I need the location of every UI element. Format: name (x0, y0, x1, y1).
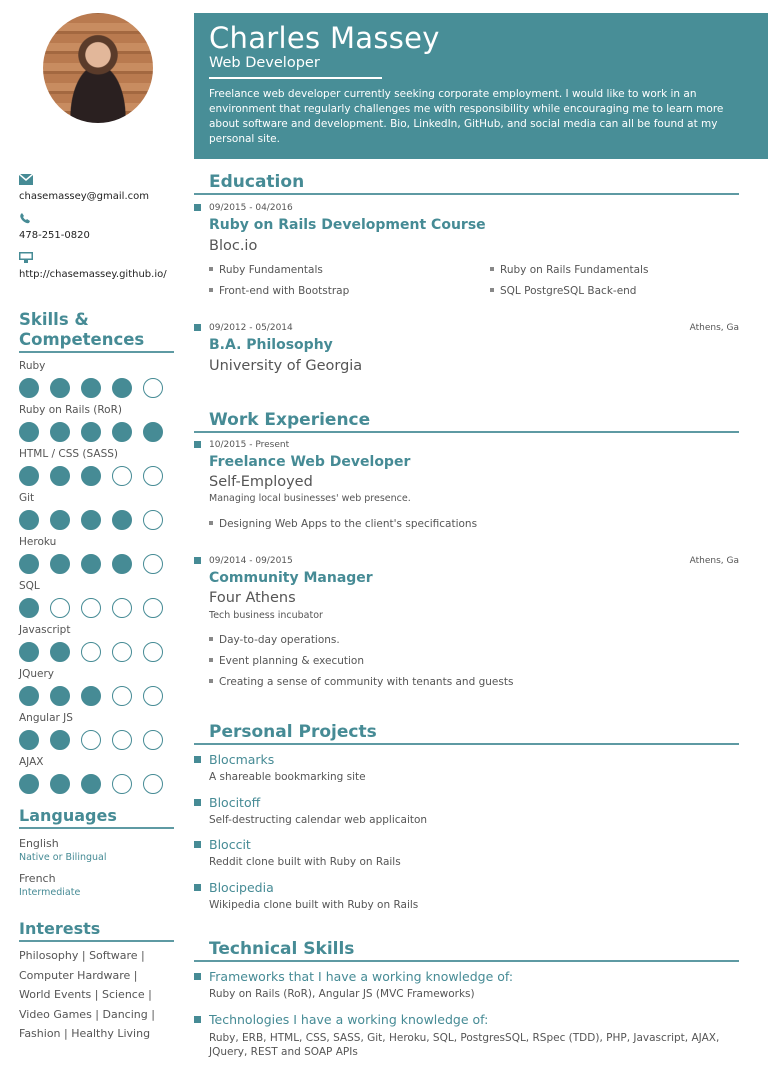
bullet-square-icon (194, 884, 201, 891)
bullet-square-icon (194, 799, 201, 806)
filled-dot-icon (50, 422, 70, 442)
entry-org: University of Georgia (209, 358, 363, 374)
entry-date: 09/2012 - 05/2014 (209, 323, 293, 333)
skills-heading: Skills & Competences (19, 310, 174, 353)
skill-rating (19, 642, 179, 662)
filled-dot-icon (81, 510, 101, 530)
filled-dot-icon (19, 466, 39, 486)
summary-text: Freelance web developer currently seeking corporate employment. I would like to work in an environment that regularly challenges me with responsibility while encouraging me to learn more about software and development. Bio, LinkedIn, GitHub, and social media can all be found at my personal site. (209, 88, 724, 145)
empty-dot-icon (81, 730, 101, 750)
skill-rating (19, 774, 179, 794)
contact-email (19, 174, 149, 202)
empty-dot-icon (81, 642, 101, 662)
skill-name: Ruby on Rails (RoR) (19, 404, 122, 416)
entry-bullet: Ruby on Rails Fundamentals (490, 264, 648, 276)
entry-bullet: SQL PostgreSQL Back-end (490, 285, 636, 297)
bullet-square-icon (194, 1016, 201, 1023)
skill-rating (19, 598, 179, 618)
contact-website (19, 252, 167, 280)
language-item: English Native or Bilingual (19, 837, 107, 863)
entry-date: 09/2015 - 04/2016 (209, 203, 293, 213)
profile-photo (43, 13, 153, 123)
header-band (194, 13, 768, 159)
skill-name: Ruby (19, 360, 46, 372)
empty-dot-icon (112, 774, 132, 794)
bullet-square-icon (194, 557, 201, 564)
filled-dot-icon (81, 422, 101, 442)
empty-dot-icon (143, 598, 163, 618)
filled-dot-icon (19, 730, 39, 750)
entry-bullet: Creating a sense of community with tenants and guests (209, 676, 513, 688)
entry-org: Four Athens (209, 590, 296, 606)
entry-desc: Managing local businesses' web presence. (209, 493, 411, 504)
skill-rating (19, 686, 179, 706)
entry-bullet: Day-to-day operations. (209, 634, 340, 646)
filled-dot-icon (81, 466, 101, 486)
filled-dot-icon (19, 510, 39, 530)
skill-name: HTML / CSS (SASS) (19, 448, 118, 460)
skill-name: Git (19, 492, 35, 504)
language-item: French Intermediate (19, 872, 81, 898)
filled-dot-icon (50, 378, 70, 398)
project-name: Blocitoff (209, 795, 261, 810)
bullet-square-icon (194, 441, 201, 448)
filled-dot-icon (50, 774, 70, 794)
skill-item (19, 667, 179, 706)
email-text[interactable]: chasemassey@gmail.com (19, 191, 149, 202)
skill-item (19, 403, 179, 442)
bullet-square-icon (194, 324, 201, 331)
filled-dot-icon (50, 642, 70, 662)
entry-org: Self-Employed (209, 474, 313, 490)
skill-rating (19, 466, 179, 486)
job-title: Web Developer (209, 55, 320, 71)
entry-bullet: Designing Web Apps to the client's specifications (209, 518, 477, 530)
project-name: Blocmarks (209, 752, 275, 767)
skill-rating (19, 554, 179, 574)
project-name: Blocipedia (209, 880, 274, 895)
filled-dot-icon (50, 554, 70, 574)
entry-date: 10/2015 - Present (209, 440, 290, 450)
filled-dot-icon (81, 554, 101, 574)
skill-item (19, 579, 179, 618)
entry-bullet: Event planning & execution (209, 655, 364, 667)
empty-dot-icon (112, 730, 132, 750)
entry-location: Athens, Ga (689, 556, 739, 566)
skill-name: AJAX (19, 756, 44, 768)
empty-dot-icon (112, 686, 132, 706)
skill-name: SQL (19, 580, 40, 592)
skill-rating (19, 422, 179, 442)
skill-rating (19, 730, 179, 750)
empty-dot-icon (50, 598, 70, 618)
skill-item (19, 711, 179, 750)
skill-item (19, 359, 179, 398)
filled-dot-icon (112, 378, 132, 398)
contact-phone (19, 213, 90, 241)
filled-dot-icon (112, 422, 132, 442)
entry-bullet: Front-end with Bootstrap (209, 285, 349, 297)
filled-dot-icon (50, 510, 70, 530)
phone-icon (19, 213, 33, 224)
entry-bullet: Ruby Fundamentals (209, 264, 323, 276)
filled-dot-icon (50, 686, 70, 706)
skill-item (19, 535, 179, 574)
filled-dot-icon (112, 510, 132, 530)
entry-org: Bloc.io (209, 238, 258, 254)
skill-name: JQuery (19, 668, 55, 680)
project-desc: Wikipedia clone built with Ruby on Rails (209, 899, 419, 911)
filled-dot-icon (19, 598, 39, 618)
empty-dot-icon (143, 554, 163, 574)
skill-name: Heroku (19, 536, 57, 548)
envelope-icon (19, 174, 33, 185)
filled-dot-icon (19, 378, 39, 398)
phone-text: 478-251-0820 (19, 230, 90, 241)
filled-dot-icon (50, 730, 70, 750)
skill-item (19, 755, 179, 794)
filled-dot-icon (19, 686, 39, 706)
skill-rating (19, 510, 179, 530)
skill-item (19, 447, 179, 486)
website-link[interactable]: http://chasemassey.github.io/ (19, 269, 167, 280)
project-desc: A shareable bookmarking site (209, 771, 366, 783)
empty-dot-icon (143, 686, 163, 706)
empty-dot-icon (112, 466, 132, 486)
education-heading: Education (194, 171, 739, 195)
skill-name: Javascript (19, 624, 71, 636)
empty-dot-icon (143, 466, 163, 486)
filled-dot-icon (143, 422, 163, 442)
tech-label: Frameworks that I have a working knowledge of: (209, 969, 514, 984)
empty-dot-icon (143, 730, 163, 750)
skill-rating (19, 378, 179, 398)
project-desc: Reddit clone built with Ruby on Rails (209, 856, 401, 868)
person-name: Charles Massey (209, 21, 440, 55)
header-divider (209, 77, 382, 79)
entry-title: Community Manager (209, 570, 373, 586)
bullet-square-icon (194, 204, 201, 211)
empty-dot-icon (112, 598, 132, 618)
entry-title: Freelance Web Developer (209, 454, 411, 470)
empty-dot-icon (143, 642, 163, 662)
entry-title: B.A. Philosophy (209, 337, 333, 353)
interests-list: Philosophy | Software | Computer Hardware | World Events | Science | Video Games | Dancing | Fashion | Healthy Living (19, 949, 155, 1040)
bullet-square-icon (194, 756, 201, 763)
empty-dot-icon (112, 642, 132, 662)
bullet-square-icon (194, 973, 201, 980)
technical-heading: Technical Skills (194, 938, 739, 962)
empty-dot-icon (143, 378, 163, 398)
project-desc: Self-destructing calendar web applicaiton (209, 814, 428, 826)
filled-dot-icon (81, 774, 101, 794)
languages-heading: Languages (19, 806, 174, 829)
filled-dot-icon (19, 554, 39, 574)
filled-dot-icon (112, 554, 132, 574)
empty-dot-icon (143, 510, 163, 530)
filled-dot-icon (19, 642, 39, 662)
empty-dot-icon (143, 774, 163, 794)
projects-heading: Personal Projects (194, 721, 739, 745)
monitor-icon (19, 252, 33, 263)
filled-dot-icon (19, 774, 39, 794)
project-name: Bloccit (209, 837, 251, 852)
filled-dot-icon (19, 422, 39, 442)
work-heading: Work Experience (194, 409, 739, 433)
bullet-square-icon (194, 841, 201, 848)
skill-item (19, 491, 179, 530)
filled-dot-icon (81, 378, 101, 398)
entry-title: Ruby on Rails Development Course (209, 217, 486, 233)
filled-dot-icon (81, 686, 101, 706)
entry-location: Athens, Ga (689, 323, 739, 333)
empty-dot-icon (81, 598, 101, 618)
tech-label: Technologies I have a working knowledge of: (209, 1012, 489, 1027)
tech-value: Ruby, ERB, HTML, CSS, SASS, Git, Heroku, SQL, PostgresSQL, RSpec (TDD), PHP, Javascript, AJAX, JQuery, REST and SOAP APIs (209, 1032, 720, 1058)
entry-desc: Tech business incubator (209, 610, 323, 621)
skill-item (19, 623, 179, 662)
filled-dot-icon (50, 466, 70, 486)
entry-date: 09/2014 - 09/2015 (209, 556, 293, 566)
interests-heading: Interests (19, 919, 174, 942)
skill-name: Angular JS (19, 712, 73, 724)
tech-value: Ruby on Rails (RoR), Angular JS (MVC Frameworks) (209, 988, 475, 1000)
